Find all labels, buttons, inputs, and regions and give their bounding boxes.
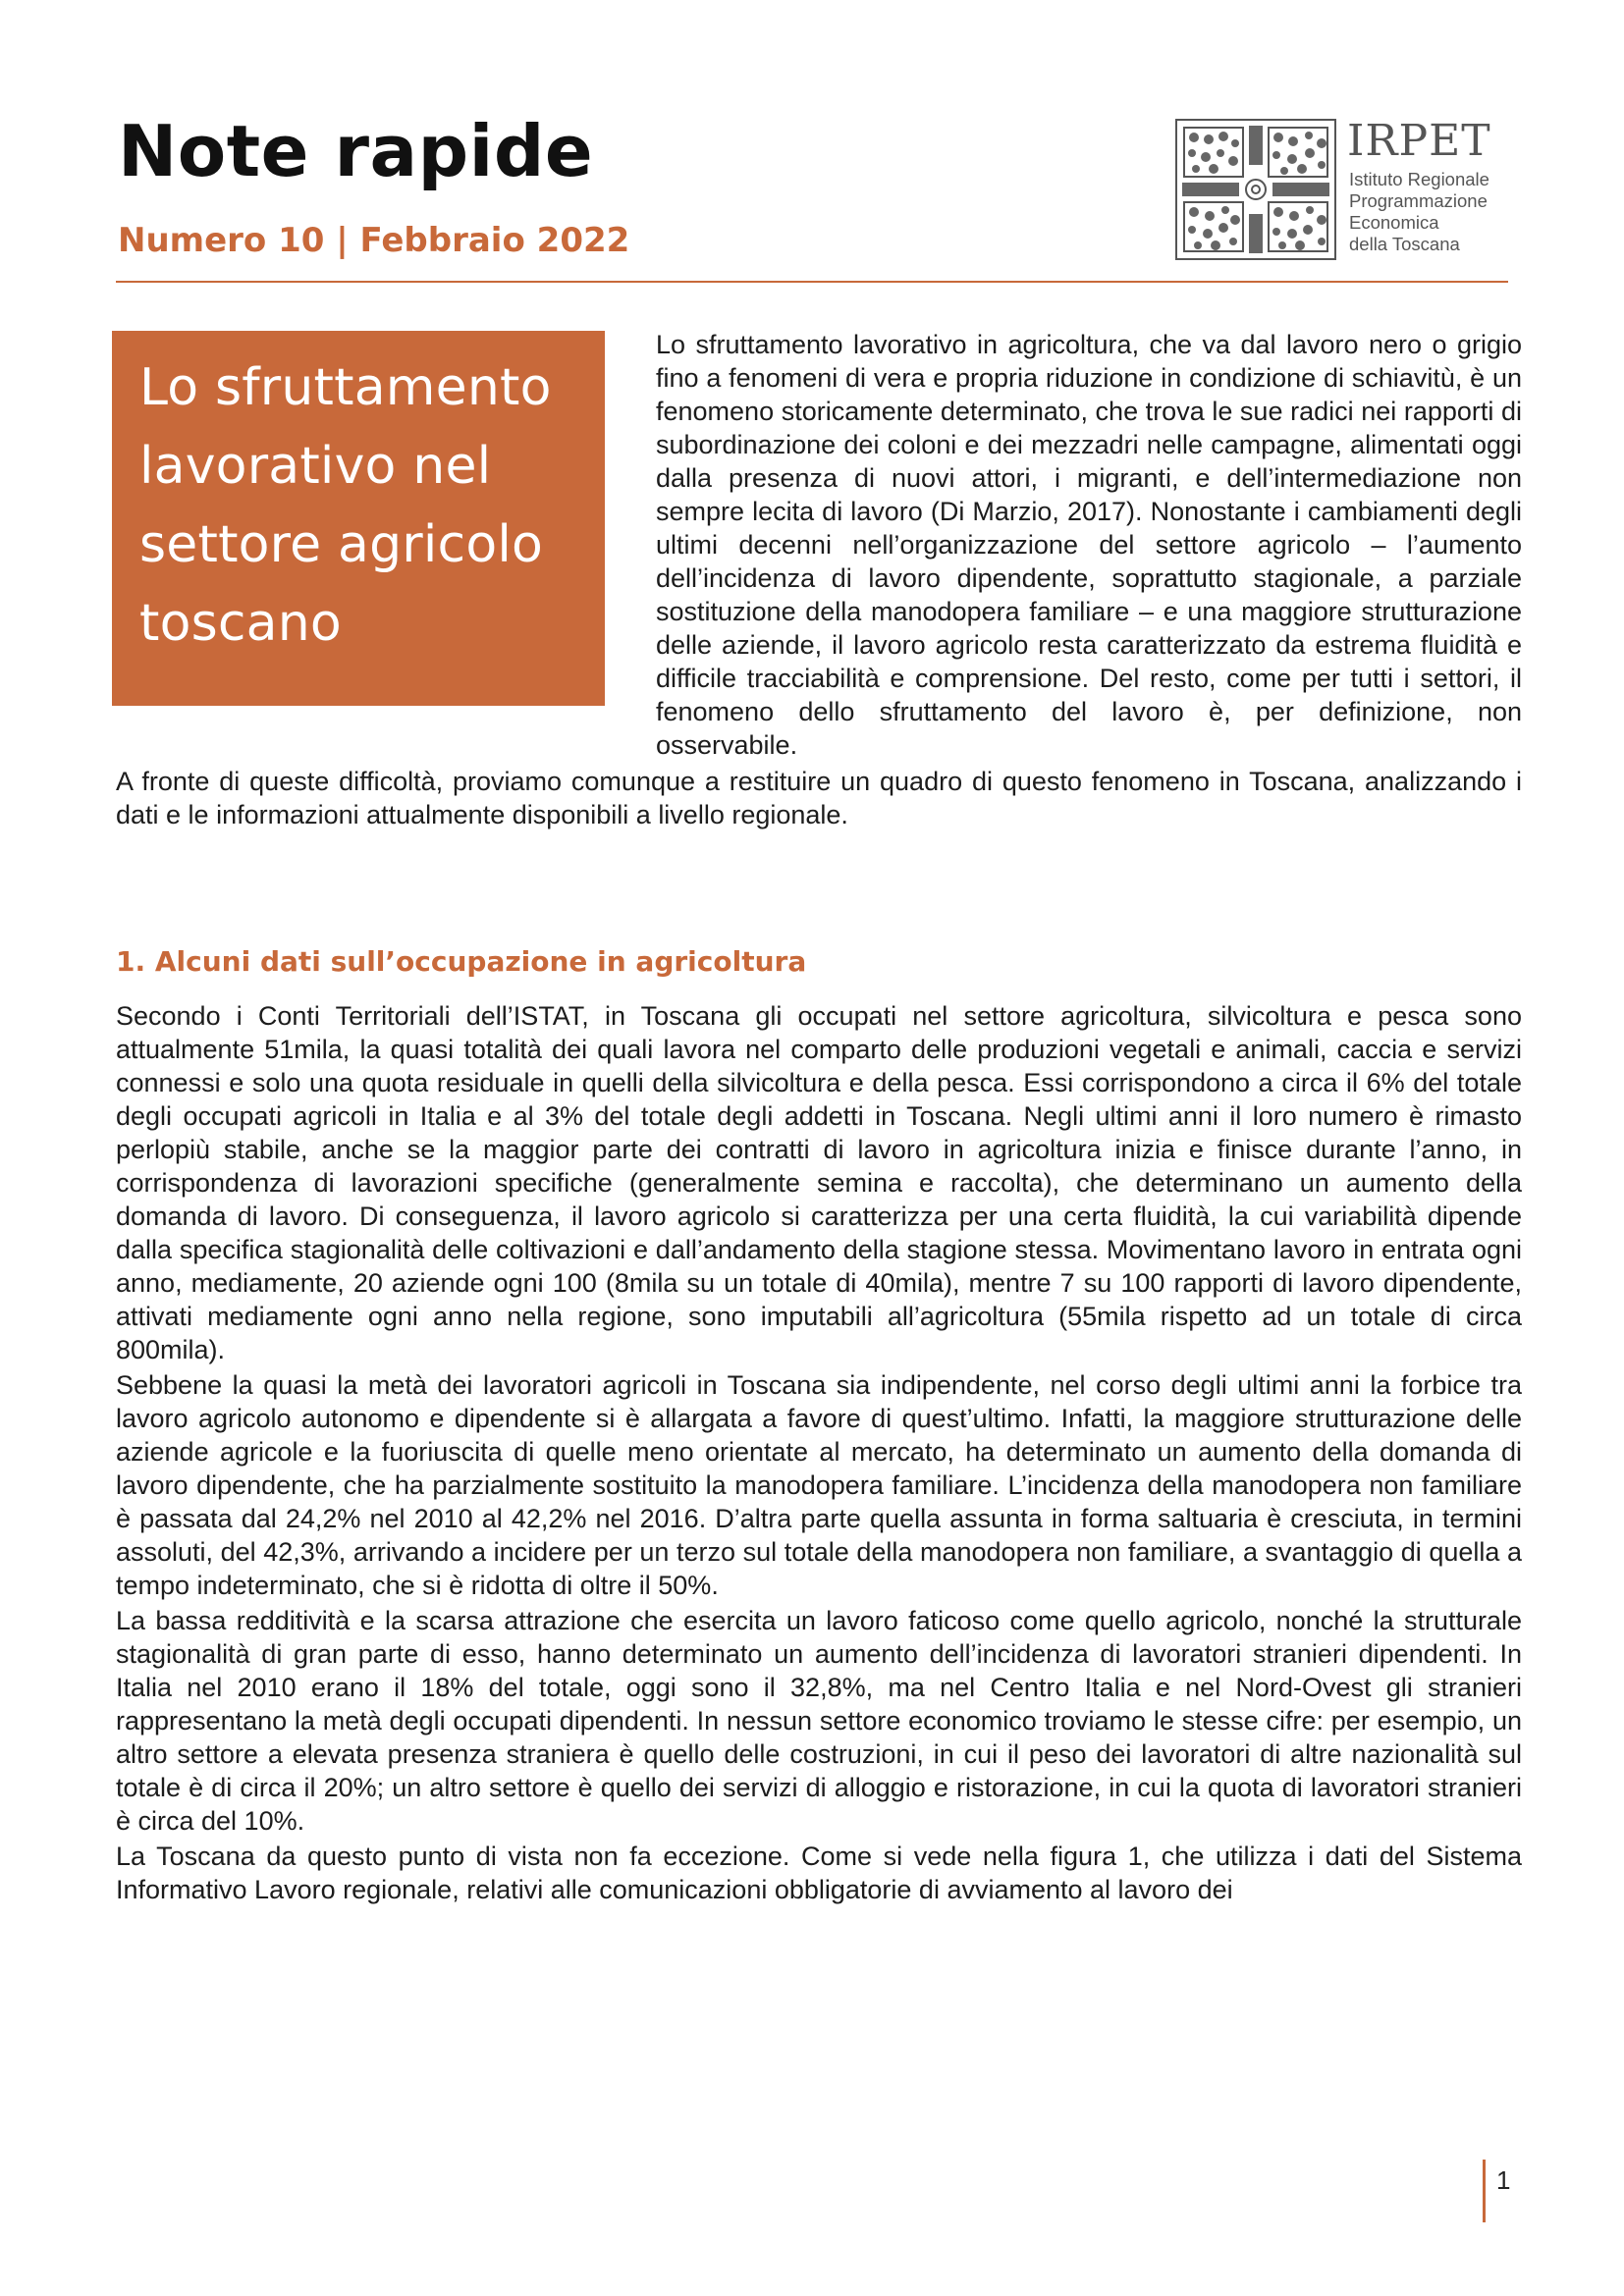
article-title-line: settore agricolo — [139, 515, 543, 574]
logo-subtitle-line: Programmazione — [1349, 190, 1488, 211]
article-title-line: toscano — [139, 594, 342, 653]
irpet-emblem-icon — [1174, 118, 1337, 261]
header-divider — [116, 281, 1508, 283]
logo-subtitle-line: Istituto Regionale — [1349, 169, 1489, 189]
logo-subtitle — [1349, 169, 1489, 255]
section-body — [116, 999, 1522, 1908]
section-heading: 1. Alcuni dati sull’occupazione in agricoltura — [116, 945, 807, 978]
page-title: Note rapide — [118, 110, 594, 192]
title-box-spacer — [116, 328, 656, 736]
intro-paragraph: A fronte di queste difficoltà, proviamo comunque a restituire un quadro di questo fenomeno in Toscana, analizzando i dati e le informazioni attualmente disponibili a livello regionale. — [116, 767, 1522, 829]
logo-subtitle-line: della Toscana — [1349, 234, 1460, 254]
article-title-line: lavorativo nel — [139, 437, 492, 496]
intro-paragraph: Lo sfruttamento lavorativo in agricoltura, che va dal lavoro nero o grigio fino a fenomeni di vera e propria riduzione in condizione di schiavitù, è un fenomeno storicamente determinato, che trova le sue radici nei rapporti di subordinazione dei coloni e dei mezzadri nelle campagne, alimentati oggi dalla presenza di nuovi attori, i migranti, e dell’intermediazione non sempre lecita di lavoro (Di Marzio, 2017). Nonostante i cambiamenti degli ultimi decenni nell’organizzazione del settore agricolo – l’aumento dell’incidenza di lavoro dipendente, soprattutto stagionale, a parziale sostituzione della manodopera familiare – e una maggiore strutturazione delle aziende, il lavoro agricolo resta caratterizzato da estrema fluidità e difficile tracciabilità e comprensione. Del resto, come per tutti i settori, il fenomeno dello sfruttamento del lavoro è, per definizione, non osservabile. — [656, 330, 1522, 760]
page-number-marker — [1483, 2160, 1486, 2222]
article-title-line: Lo sfruttamento — [139, 358, 552, 417]
logo-subtitle-line: Economica — [1349, 212, 1439, 233]
body-paragraph: Sebbene la quasi la metà dei lavoratori agricoli in Toscana sia indipendente, nel corso degli ultimi anni la forbice tra lavoro agricolo autonomo e dipendente si è allargata a favore di quest’ultimo. Infatti, la maggiore strutturazione delle aziende agricole e la fuoriuscita di quelle meno orientate al mercato, ha determinato un aumento della domanda di lavoro dipendente, che ha parzialmente sostituito la manodopera familiare. L’incidenza della manodopera non familiare è passata dal 24,2% nel 2010 al 42,2% nel 2016. D’altra parte quella assunta in forma saltuaria è cresciuta, in termini assoluti, del 42,3%, arrivando a incidere per un terzo sul totale della manodopera non familiare, a svantaggio di quella a tempo indeterminato, che si è ridotta di oltre il 50%. — [116, 1370, 1522, 1600]
irpet-logo — [1174, 118, 1518, 265]
intro-section — [116, 328, 1522, 834]
body-paragraph: La Toscana da questo punto di vista non fa eccezione. Come si vede nella figura 1, che utilizza i dati del Sistema Informativo Lavoro regionale, relativi alle comunicazioni obbligatorie di avviamento al lavoro dei — [116, 1842, 1522, 1904]
body-paragraph: Secondo i Conti Territoriali dell’ISTAT, in Toscana gli occupati nel settore agricoltura, silvicoltura e pesca sono attualmente 51mila, la quasi totalità dei quali lavora nel comparto delle produzioni vegetali e animali, caccia e servizi connessi e solo una quota residuale in quelli della silvicoltura e della pesca. Essi corrispondono a circa il 6% del totale degli occupati agricoli in Italia e al 3% del totale degli addetti in Toscana. Negli ultimi anni il loro numero è rimasto perlopiù stabile, anche se la maggior parte dei contratti di lavoro in agricoltura inizia e finisce durante l’anno, in corrispondenza di lavorazioni specifiche (generalmente semina e raccolta), che determinano un aumento della domanda di lavoro. Di conseguenza, il lavoro agricolo si caratterizza per una certa fluidità, la cui variabilità dipende dalla specifica stagionalità delle coltivazioni e dall’andamento della stagione stessa. Movimentano lavoro in entrata ogni anno, mediamente, 20 aziende ogni 100 (8mila su un totale di 40mila), mentre 7 su 100 rapporti di lavoro dipendente, attivati mediamente ogni anno nella regione, sono imputabili all’agricoltura (55mila rispetto ad un totale di circa 800mila). — [116, 1001, 1522, 1364]
body-paragraph: La bassa redditività e la scarsa attrazione che esercita un lavoro faticoso come quello agricolo, nonché la strutturale stagionalità di gran parte di esso, hanno determinato un aumento dell’incidenza di lavoratori stranieri dipendenti. In Italia nel 2010 erano il 18% del totale, oggi sono il 32,8%, ma nel Centro Italia e nel Nord-Ovest gli stranieri rappresentano la metà degli occupati dipendenti. In nessun settore economico troviamo le stesse cifre: per esempio, un altro settore a elevata presenza straniera è quello delle costruzioni, in cui il peso dei lavoratori di altre nazionalità sul totale è di circa il 20%; un altro settore è quello dei servizi di alloggio e ristorazione, in cui la quota di lavoratori stranieri è circa del 10%. — [116, 1606, 1522, 1836]
page-number: 1 — [1496, 2165, 1511, 2195]
issue-subtitle: Numero 10 | Febbraio 2022 — [118, 221, 630, 260]
logo-name: IRPET — [1347, 116, 1491, 166]
